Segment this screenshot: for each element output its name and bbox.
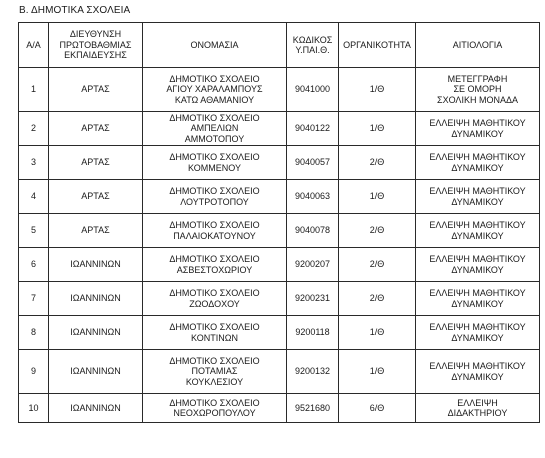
cell-organic: 2/Θ	[339, 282, 416, 316]
cell-organic: 2/Θ	[339, 214, 416, 248]
cell-organic: 1/Θ	[339, 350, 416, 394]
cell-name: ΔΗΜΟΤΙΚΟ ΣΧΟΛΕΙΟ ΝΕΟΧΩΡΟΠΟΥΛΟΥ	[143, 394, 287, 423]
cell-aa: 5	[19, 214, 49, 248]
section-title: Β. ΔΗΜΟΤΙΚΑ ΣΧΟΛΕΙΑ	[19, 5, 131, 16]
header-reason: ΑΙΤΙΟΛΟΓΙΑ	[416, 23, 540, 68]
cell-directorate: ΙΩΑΝΝΙΝΩΝ	[49, 394, 143, 423]
cell-code: 9040078	[287, 214, 339, 248]
header-directorate: ΔΙΕΥΘΥΝΣΗ ΠΡΩΤΟΒΑΘΜΙΑΣ ΕΚΠΑΙΔΕΥΣΗΣ	[49, 23, 143, 68]
cell-aa: 6	[19, 248, 49, 282]
cell-reason: ΕΛΛΕΙΨΗ ΜΑΘΗΤΙΚΟΥ ΔΥΝΑΜΙΚΟΥ	[416, 316, 540, 350]
cell-reason: ΕΛΛΕΙΨΗ ΜΑΘΗΤΙΚΟΥ ΔΥΝΑΜΙΚΟΥ	[416, 350, 540, 394]
cell-reason: ΕΛΛΕΙΨΗ ΔΙΔΑΚΤΗΡΙΟΥ	[416, 394, 540, 423]
cell-reason: ΜΕΤΕΓΓΡΑΦΗ ΣΕ ΟΜΟΡΗ ΣΧΟΛΙΚΗ ΜΟΝΑΔΑ	[416, 68, 540, 112]
cell-organic: 1/Θ	[339, 68, 416, 112]
cell-name: ΔΗΜΟΤΙΚΟ ΣΧΟΛΕΙΟ ΖΩΟΔΟΧΟΥ	[143, 282, 287, 316]
cell-code: 9041000	[287, 68, 339, 112]
table-row	[19, 112, 540, 146]
table-row	[19, 282, 540, 316]
cell-name: ΔΗΜΟΤΙΚΟ ΣΧΟΛΕΙΟ ΑΓΙΟΥ ΧΑΡΑΛΑΜΠΟΥΣ ΚΑΤΩ ΑΘΑΜΑΝΙΟΥ	[143, 68, 287, 112]
cell-code: 9521680	[287, 394, 339, 423]
schools-table	[18, 22, 540, 423]
cell-reason: ΕΛΛΕΙΨΗ ΜΑΘΗΤΙΚΟΥ ΔΥΝΑΜΙΚΟΥ	[416, 282, 540, 316]
cell-aa: 7	[19, 282, 49, 316]
cell-directorate: ΙΩΑΝΝΙΝΩΝ	[49, 282, 143, 316]
cell-directorate: ΙΩΑΝΝΙΝΩΝ	[49, 316, 143, 350]
header-name: ΟΝΟΜΑΣΙΑ	[143, 23, 287, 68]
table-header-row	[19, 23, 540, 68]
cell-code: 9200132	[287, 350, 339, 394]
cell-aa: 1	[19, 68, 49, 112]
cell-aa: 9	[19, 350, 49, 394]
cell-reason: ΕΛΛΕΙΨΗ ΜΑΘΗΤΙΚΟΥ ΔΥΝΑΜΙΚΟΥ	[416, 146, 540, 180]
cell-directorate: ΑΡΤΑΣ	[49, 68, 143, 112]
cell-aa: 2	[19, 112, 49, 146]
cell-organic: 6/Θ	[339, 394, 416, 423]
cell-reason: ΕΛΛΕΙΨΗ ΜΑΘΗΤΙΚΟΥ ΔΥΝΑΜΙΚΟΥ	[416, 112, 540, 146]
cell-directorate: ΑΡΤΑΣ	[49, 146, 143, 180]
cell-name: ΔΗΜΟΤΙΚΟ ΣΧΟΛΕΙΟ ΠΑΛΑΙΟΚΑΤΟΥΝΟΥ	[143, 214, 287, 248]
cell-directorate: ΙΩΑΝΝΙΝΩΝ	[49, 248, 143, 282]
cell-code: 9200207	[287, 248, 339, 282]
table-row	[19, 350, 540, 394]
cell-reason: ΕΛΛΕΙΨΗ ΜΑΘΗΤΙΚΟΥ ΔΥΝΑΜΙΚΟΥ	[416, 214, 540, 248]
cell-aa: 10	[19, 394, 49, 423]
cell-organic: 2/Θ	[339, 248, 416, 282]
header-organic: ΟΡΓΑΝΙΚΟΤΗΤΑ	[339, 23, 416, 68]
cell-aa: 4	[19, 180, 49, 214]
cell-name: ΔΗΜΟΤΙΚΟ ΣΧΟΛΕΙΟ ΑΣΒΕΣΤΟΧΩΡΙΟΥ	[143, 248, 287, 282]
cell-organic: 1/Θ	[339, 316, 416, 350]
cell-name: ΔΗΜΟΤΙΚΟ ΣΧΟΛΕΙΟ ΚΟΜΜΕΝΟΥ	[143, 146, 287, 180]
cell-code: 9200118	[287, 316, 339, 350]
cell-code: 9040122	[287, 112, 339, 146]
cell-aa: 8	[19, 316, 49, 350]
cell-directorate: ΙΩΑΝΝΙΝΩΝ	[49, 350, 143, 394]
cell-name: ΔΗΜΟΤΙΚΟ ΣΧΟΛΕΙΟ ΠΟΤΑΜΙΑΣ ΚΟΥΚΛΕΣΙΟΥ	[143, 350, 287, 394]
cell-directorate: ΑΡΤΑΣ	[49, 214, 143, 248]
cell-name: ΔΗΜΟΤΙΚΟ ΣΧΟΛΕΙΟ ΛΟΥΤΡΟΤΟΠΟΥ	[143, 180, 287, 214]
header-aa: Α/Α	[19, 23, 49, 68]
cell-organic: 1/Θ	[339, 180, 416, 214]
table-row	[19, 248, 540, 282]
table-body	[19, 68, 540, 423]
cell-aa: 3	[19, 146, 49, 180]
table-row	[19, 180, 540, 214]
table-row	[19, 316, 540, 350]
cell-name: ΔΗΜΟΤΙΚΟ ΣΧΟΛΕΙΟ ΑΜΠΕΛΙΩΝ ΑΜΜΟΤΟΠΟΥ	[143, 112, 287, 146]
cell-directorate: ΑΡΤΑΣ	[49, 180, 143, 214]
cell-name: ΔΗΜΟΤΙΚΟ ΣΧΟΛΕΙΟ ΚΟΝΤΙΝΩΝ	[143, 316, 287, 350]
cell-code: 9040063	[287, 180, 339, 214]
table-row	[19, 68, 540, 112]
header-code: ΚΩΔΙΚΟΣ Υ.ΠΑΙ.Θ.	[287, 23, 339, 68]
cell-reason: ΕΛΛΕΙΨΗ ΜΑΘΗΤΙΚΟΥ ΔΥΝΑΜΙΚΟΥ	[416, 248, 540, 282]
cell-organic: 2/Θ	[339, 146, 416, 180]
cell-directorate: ΑΡΤΑΣ	[49, 112, 143, 146]
cell-organic: 1/Θ	[339, 112, 416, 146]
table-row	[19, 214, 540, 248]
cell-code: 9040057	[287, 146, 339, 180]
cell-code: 9200231	[287, 282, 339, 316]
cell-reason: ΕΛΛΕΙΨΗ ΜΑΘΗΤΙΚΟΥ ΔΥΝΑΜΙΚΟΥ	[416, 180, 540, 214]
table-row	[19, 146, 540, 180]
table-row	[19, 394, 540, 423]
